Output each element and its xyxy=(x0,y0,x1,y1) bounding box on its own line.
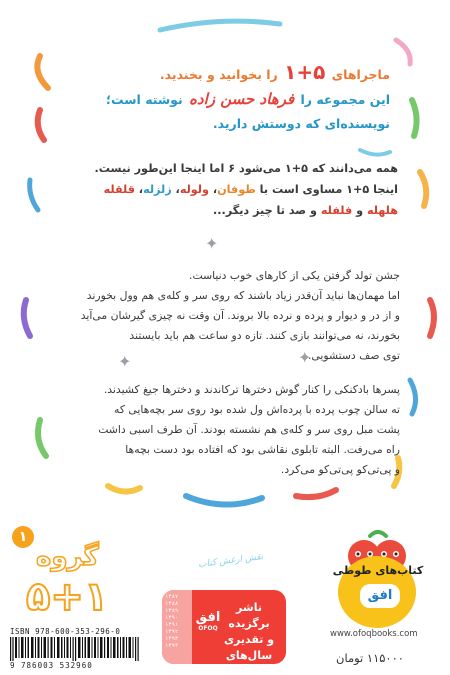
publisher-name: افق xyxy=(360,584,400,608)
intro-line-2 xyxy=(60,87,390,112)
intro-line-3: نویسنده‌ای که دوستش دارید. xyxy=(212,116,390,131)
green-stroke-left xyxy=(38,420,46,456)
blue-stroke-top-right xyxy=(360,150,390,155)
barcode-bars xyxy=(10,637,142,661)
publisher-series-name: کتاب‌های طوطی xyxy=(332,564,424,577)
award-text-line: سال‌های xyxy=(225,649,273,662)
publisher-url: www.ofoqbooks.com xyxy=(330,629,418,639)
paragraph-2-line: بخورند، نه می‌توانند بازی کنند. تازه دو ساعت هم باید بایستند xyxy=(129,329,400,342)
paragraph-2-line: اما مهمان‌ها نباید آن‌قدر زیاد باشند که روی سر و کله‌ی هم وول بخورند xyxy=(86,289,400,302)
paragraph-3-line: پسرها بادکنکی را کنار گوش دخترها ترکاندند و دخترها جیغ کشیدند. xyxy=(103,383,400,396)
award-text-line: برگزیده xyxy=(228,617,270,630)
intro-line-2-post: نوشته است؛ xyxy=(106,92,183,107)
word-ghelgheleh: قلقله xyxy=(103,183,135,196)
paragraph-2-line: توی صف دستشویی. xyxy=(307,349,400,362)
word-toofan: طوفان xyxy=(217,183,256,196)
red-stroke-left xyxy=(38,110,44,140)
award-logo-main: افق xyxy=(195,610,221,625)
intro-line-2-pre: این مجموعه را xyxy=(300,92,390,107)
paragraph-3-line: راه می‌رفت. البته تابلوی نقاشی بود که افتاده بود دست بچه‌ها xyxy=(125,443,400,456)
paragraph-1-line-3-post: و صد تا چیز دیگر... xyxy=(213,204,317,217)
paragraph-3-line: ته سالن چوب پرده با پرده‌اش ول شده بود روی سر بچه‌هایی که xyxy=(114,403,400,416)
yellow-stroke-bottom-left xyxy=(108,486,140,492)
paragraph-1-line-1: همه می‌دانند که ۵+۱ می‌شود ۶ اما اینجا این‌طور نیست. xyxy=(94,162,398,175)
word-felfeleh: فلفله xyxy=(320,204,353,217)
award-text-line: و تقدیری xyxy=(223,633,275,646)
author-name: فرهاد حسن زاده xyxy=(189,90,295,108)
green-stroke-right xyxy=(412,100,417,136)
paragraph-2-line: و از در و دیوار و پرده و نرده بالا بروند. آن وقت نه چیزی گیرشان می‌آید xyxy=(80,309,400,322)
word-halhaleh: هلهله xyxy=(366,204,398,217)
word-zelzeleh: زلزله xyxy=(143,183,172,196)
red-stroke-bottom-right xyxy=(296,490,336,497)
star-icon: ✦ xyxy=(118,352,132,371)
barcode xyxy=(8,627,148,671)
paragraph-1 xyxy=(52,158,398,221)
red-stroke-right xyxy=(430,300,434,336)
paragraph-2 xyxy=(60,266,400,366)
purple-stroke-left xyxy=(24,300,30,336)
paragraph-1-line-3: هلهله و فلفله و صد تا چیز دیگر... xyxy=(213,204,398,217)
blue-stroke-bottom xyxy=(186,496,262,505)
orange-stroke-top-left xyxy=(37,56,48,88)
award-logo-sub: OFOQ xyxy=(198,625,218,632)
star-icon: ✦ xyxy=(298,348,312,367)
blue-stroke-left xyxy=(30,180,38,210)
price-label: ۱۱۵۰۰۰ تومان xyxy=(336,651,404,665)
ean-digits: 9 786003 532960 xyxy=(10,661,93,670)
award-text xyxy=(218,600,280,664)
blue-stroke-right xyxy=(410,380,416,414)
pink-stroke-top-right xyxy=(396,40,410,64)
designer-signature: نقش ارغش کتاب xyxy=(197,552,264,570)
award-years: ۱۳۸۷ ۱۳۸۸ ۱۳۸۹ ۱۳۹۰ ۱۳۹۱ ۱۳۹۲ ۱۳۹۳ ۱۳۹۴ xyxy=(165,594,179,649)
award-text-line: ناشر xyxy=(236,601,262,614)
paragraph-3 xyxy=(60,380,400,480)
intro-series-title: ۵+۱ xyxy=(284,60,326,84)
intro-line-1 xyxy=(60,60,390,87)
intro-block xyxy=(60,60,390,136)
paragraph-2-line: جشن تولد گرفتن یکی از کارهای خوب دنیاست. xyxy=(189,269,400,282)
series-number-badge: ۱ xyxy=(12,526,34,548)
series-fraction: ۵+۱ xyxy=(26,574,109,620)
publisher-logo xyxy=(324,526,432,628)
paragraph-3-line: و پی‌تی‌کو پی‌تی‌کو می‌کرد. xyxy=(280,463,400,476)
paragraph-1-line-2-pre: اینجا ۵+۱ مساوی است با xyxy=(259,183,398,196)
orange-stroke-right xyxy=(420,172,426,206)
intro-line-1-pre: ماجراهای xyxy=(331,67,390,82)
paragraph-1-line-2: اینجا ۵+۱ مساوی است با طوفان، ولوله، زلزله، قلقله xyxy=(103,183,398,196)
intro-line-1-post: را بخوانید و بخندید. xyxy=(159,67,278,82)
paragraph-3-line: پشت مبل روی سر و کله‌ی هم نشسته بودند. آن طرف اسبی داشت xyxy=(98,423,400,436)
series-logo xyxy=(8,520,109,630)
word-valvaleh: ولوله xyxy=(179,183,209,196)
star-icon: ✦ xyxy=(205,234,219,253)
isbn-text: ISBN 978-600-353-296-0 xyxy=(10,627,121,636)
blue-stroke-top xyxy=(160,21,280,30)
series-group-word: گروه xyxy=(36,542,99,572)
award-badge xyxy=(162,590,286,664)
